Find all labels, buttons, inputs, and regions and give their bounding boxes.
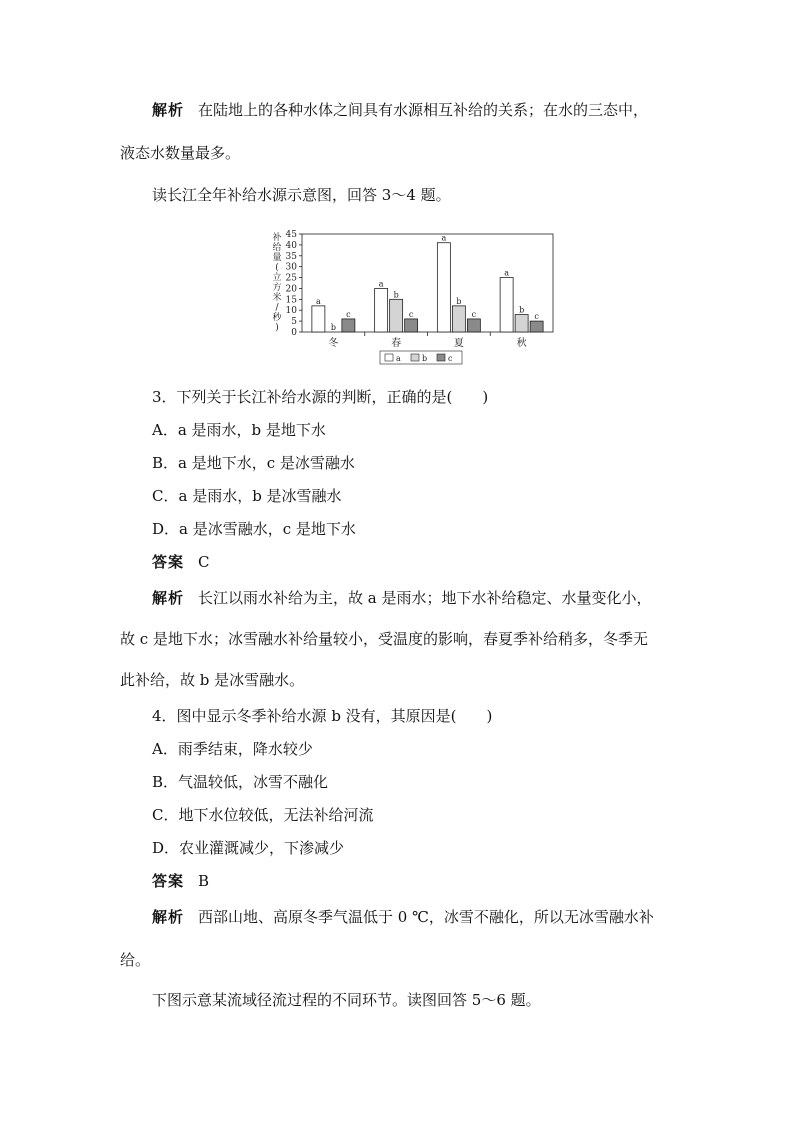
y-tick-label: 5 bbox=[291, 317, 297, 328]
answer-value: B bbox=[198, 872, 210, 890]
bar-a-冬 bbox=[312, 306, 325, 332]
q4-answer bbox=[152, 871, 209, 891]
y-axis-label-char: 量 bbox=[272, 253, 282, 263]
x-tick-label: 秋 bbox=[516, 338, 527, 349]
y-tick-label: 15 bbox=[285, 295, 297, 306]
answer-keyword: 答案 bbox=[152, 872, 185, 890]
q3-exp-line2: 故 c 是地下水；冰雪融水补给量较小，受温度的影响，春夏季补给稍多，冬季无 bbox=[120, 630, 648, 648]
p1-line1 bbox=[152, 100, 648, 120]
y-tick-label: 25 bbox=[285, 273, 297, 284]
bar-c-冬 bbox=[342, 319, 355, 332]
y-axis-label-char: / bbox=[275, 303, 279, 313]
y-tick-label: 0 bbox=[291, 328, 297, 338]
x-tick-label: 春 bbox=[391, 338, 402, 349]
bar-label: b bbox=[393, 290, 399, 300]
chart-intro: 读长江全年补给水源示意图，回答 3～4 题。 bbox=[152, 186, 451, 204]
bar-label: a bbox=[504, 268, 510, 278]
y-axis-label-char: 方 bbox=[272, 283, 282, 293]
bar-a-夏 bbox=[437, 243, 450, 332]
bar-a-春 bbox=[375, 288, 388, 332]
y-tick-label: 20 bbox=[285, 284, 297, 295]
bar-label: b bbox=[330, 323, 336, 332]
bar-label: a bbox=[378, 279, 384, 289]
next-intro: 下图示意某流域径流过程的不同环节。读图回答 5～6 题。 bbox=[152, 991, 541, 1009]
bar-c-春 bbox=[405, 319, 418, 332]
bar-label: c bbox=[346, 309, 351, 319]
y-axis-label-char: ) bbox=[275, 323, 279, 333]
q3-option-c: C．a 是雨水，b 是冰雪融水 bbox=[152, 487, 342, 505]
bar-c-秋 bbox=[530, 321, 543, 332]
q4-option-c: C．地下水位较低，无法补给河流 bbox=[152, 806, 374, 824]
q4-option-a: A．雨季结束，降水较少 bbox=[152, 740, 313, 758]
q4-exp-line2: 给。 bbox=[120, 951, 151, 969]
answer-keyword: 答案 bbox=[152, 553, 185, 571]
legend-swatch-a bbox=[385, 354, 393, 361]
bar-b-夏 bbox=[452, 306, 465, 332]
bar-label: a bbox=[441, 233, 447, 243]
q4-exp-line1 bbox=[152, 907, 654, 927]
y-tick-label: 10 bbox=[285, 306, 297, 317]
q3-option-a: A．a 是雨水，b 是地下水 bbox=[152, 421, 326, 439]
y-tick-label: 45 bbox=[285, 230, 297, 240]
bar-label: b bbox=[519, 305, 525, 315]
legend-label: c bbox=[448, 354, 453, 363]
explanation-text: 在陆地上的各种水体之间具有水源相互补给的关系；在水的三态中， bbox=[198, 101, 649, 119]
q3-option-d: D．a 是冰雪融水，c 是地下水 bbox=[152, 520, 356, 538]
bar-b-春 bbox=[390, 299, 403, 332]
y-axis-label-char: 米 bbox=[272, 293, 282, 303]
explanation-keyword: 解析 bbox=[152, 589, 185, 607]
legend-swatch-b bbox=[411, 354, 419, 361]
bar-label: a bbox=[315, 296, 321, 306]
q3-exp-line1 bbox=[152, 588, 652, 608]
y-axis-label-char: 立 bbox=[272, 273, 282, 283]
q3-option-b: B．a 是地下水，c 是冰雪融水 bbox=[152, 454, 355, 472]
y-tick-label: 30 bbox=[285, 262, 297, 273]
explanation-text: 长江以雨水补给为主，故 a 是雨水；地下水补给稳定、水量变化小， bbox=[198, 589, 652, 607]
x-tick-label: 夏 bbox=[453, 338, 464, 349]
y-axis-label-char: 给 bbox=[272, 243, 282, 253]
y-axis-label-char: 秒 bbox=[272, 313, 282, 323]
bar-c-夏 bbox=[467, 319, 480, 332]
y-axis-label-char: ( bbox=[275, 263, 279, 273]
y-tick-label: 35 bbox=[285, 251, 297, 262]
q3-exp-line3: 此补给，故 b 是冰雪融水。 bbox=[120, 671, 305, 689]
answer-value: C bbox=[198, 553, 210, 571]
question-4: 4．图中显示冬季补给水源 b 没有，其原因是( ) bbox=[152, 707, 493, 725]
q4-option-d: D．农业灌溉减少，下渗减少 bbox=[152, 839, 345, 857]
supply-chart bbox=[270, 226, 560, 368]
y-tick-label: 40 bbox=[285, 240, 297, 251]
explanation-text: 西部山地、高原冬季气温低于 0 ℃，冰雪不融化，所以无冰雪融水补 bbox=[198, 908, 654, 926]
q3-answer bbox=[152, 552, 210, 572]
x-tick-label: 冬 bbox=[328, 338, 339, 349]
y-axis-label-char: 补 bbox=[272, 233, 282, 243]
legend-label: a bbox=[396, 354, 401, 363]
bar-b-秋 bbox=[515, 315, 528, 332]
explanation-keyword: 解析 bbox=[152, 908, 185, 926]
bar-label: b bbox=[456, 296, 462, 306]
q4-option-b: B．气温较低，冰雪不融化 bbox=[152, 773, 329, 791]
bar-label: c bbox=[408, 309, 414, 319]
p1-line2: 液态水数量最多。 bbox=[120, 144, 241, 162]
bar-label: c bbox=[471, 309, 477, 319]
legend-swatch-c bbox=[437, 354, 445, 361]
legend-label: b bbox=[422, 354, 428, 363]
bar-label: c bbox=[534, 312, 539, 322]
bar-a-秋 bbox=[500, 278, 513, 332]
explanation-keyword: 解析 bbox=[152, 101, 185, 119]
question-3: 3．下列关于长江补给水源的判断，正确的是( ) bbox=[152, 388, 489, 406]
